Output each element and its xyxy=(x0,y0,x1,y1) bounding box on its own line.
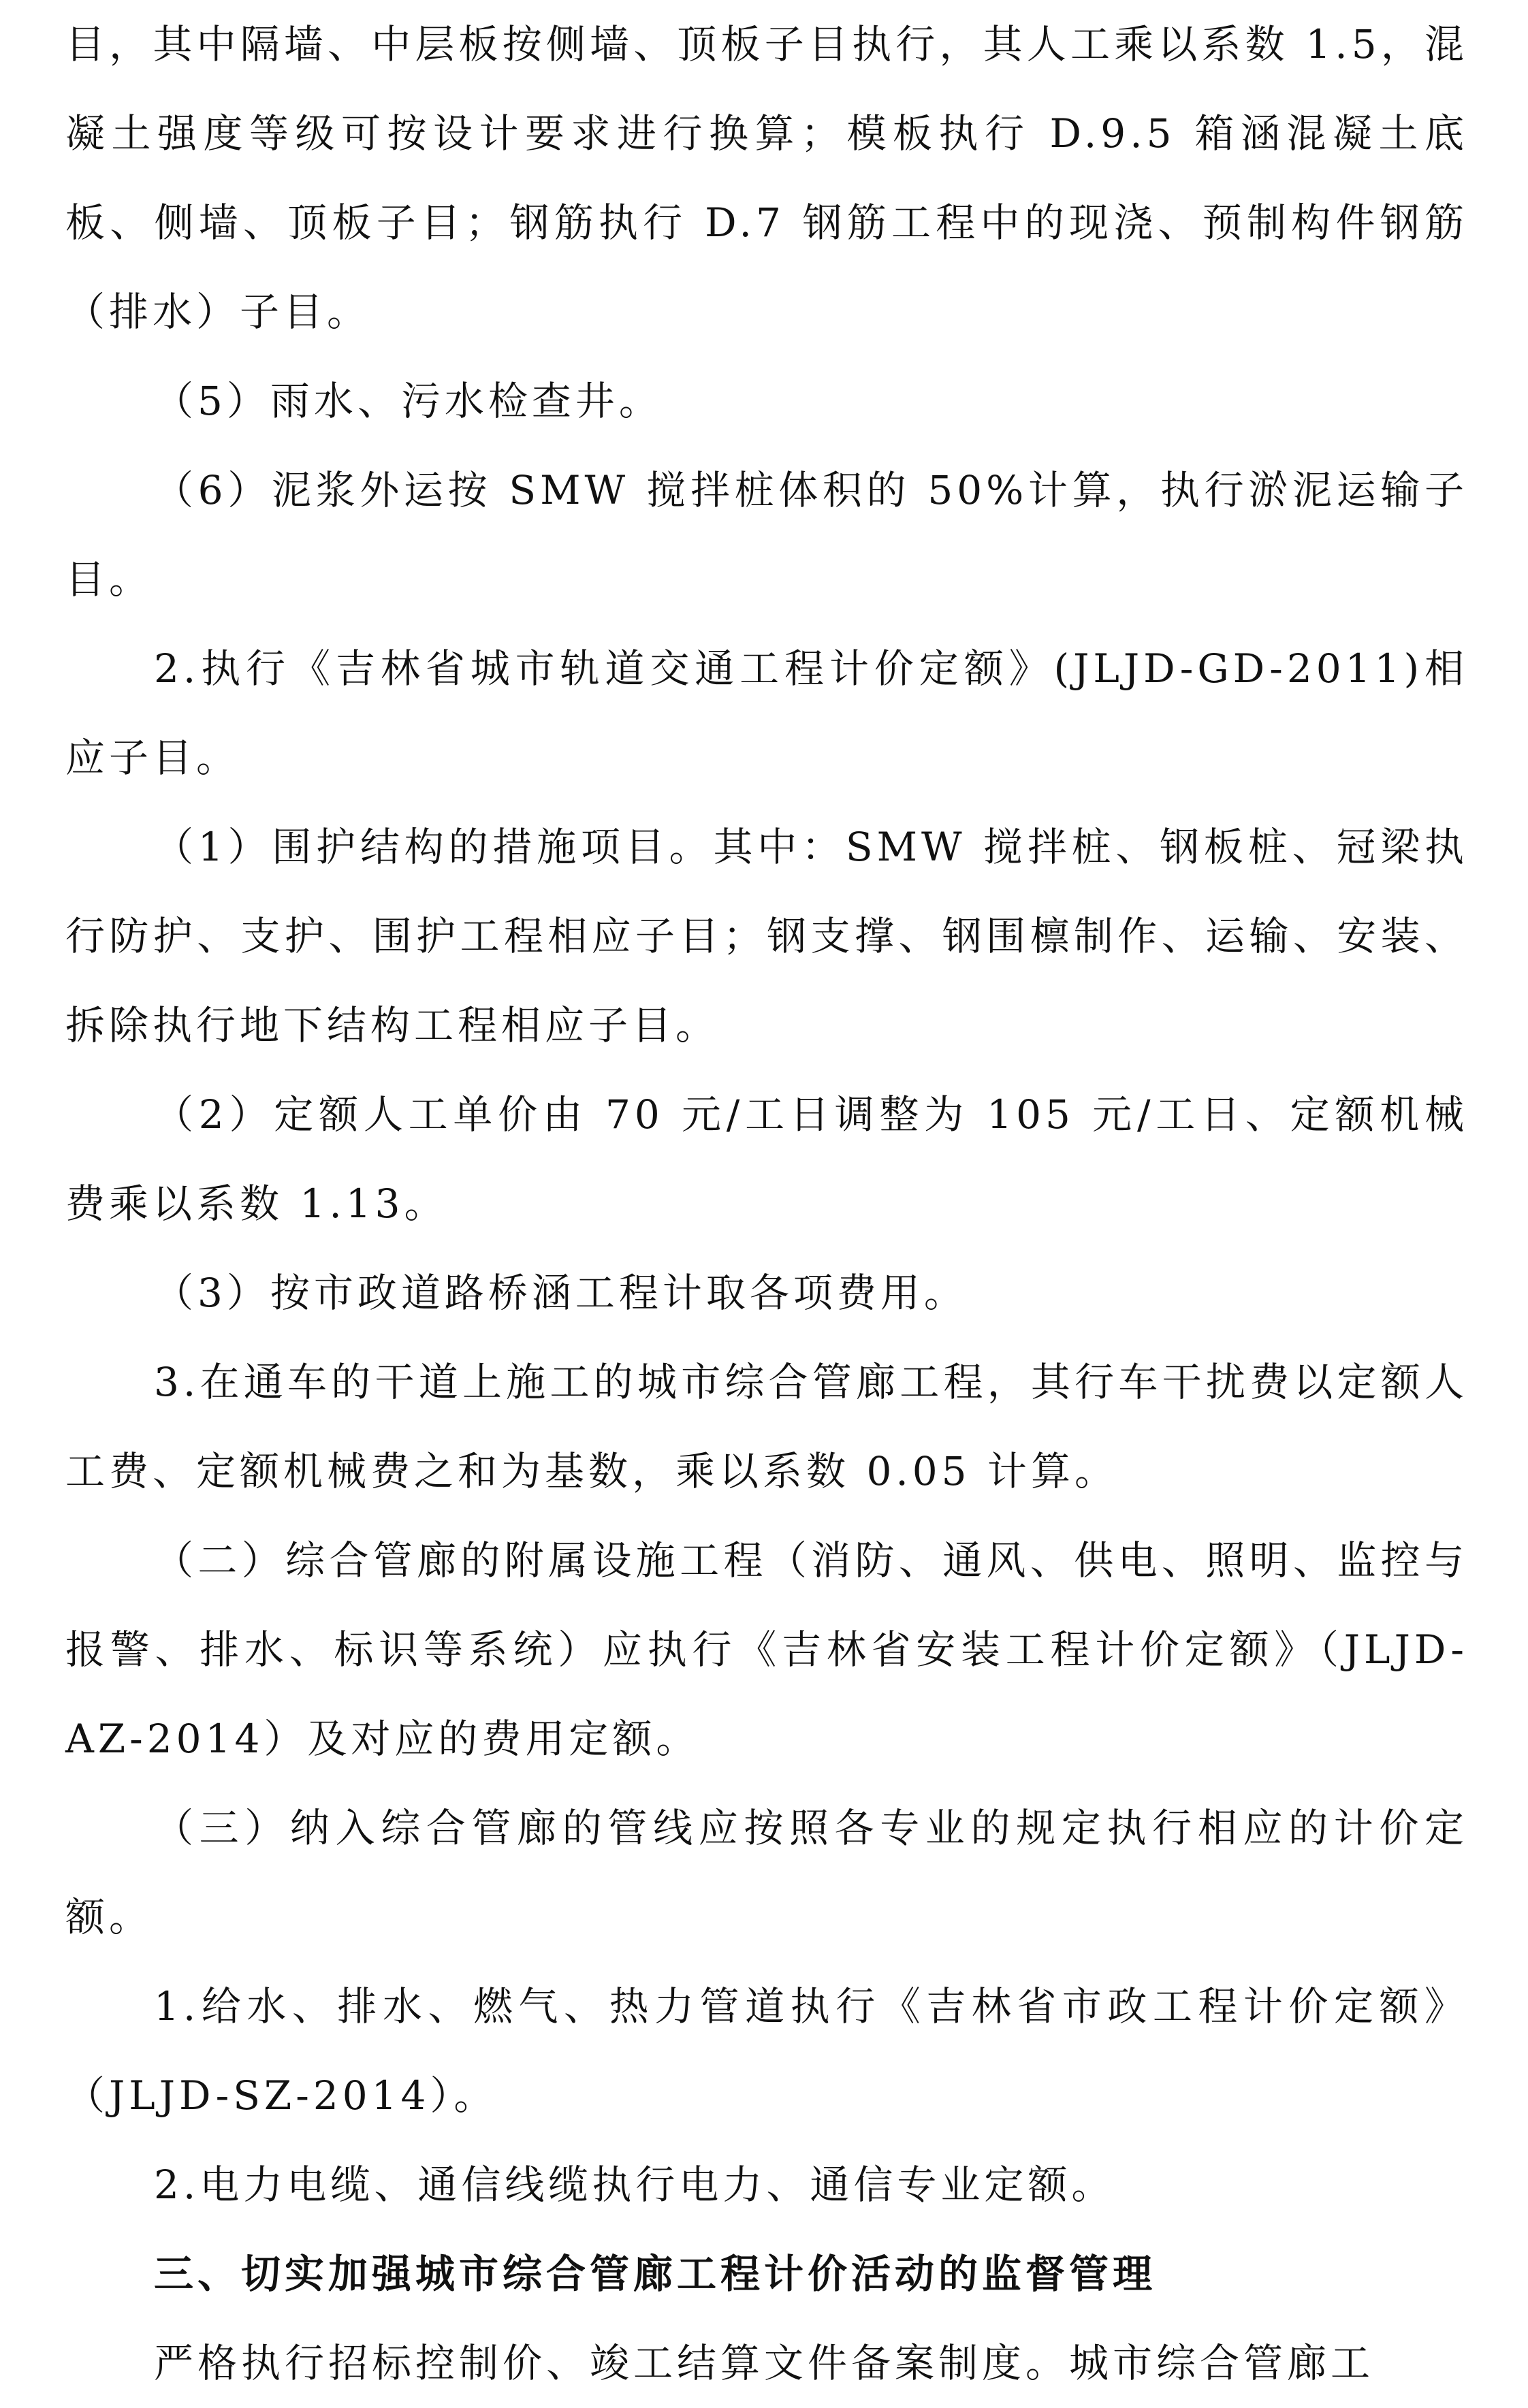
paragraph-supervision: 严格执行招标控制价、竣工结算文件备案制度。城市综合管廊工 xyxy=(154,2340,1375,2386)
section-heading-3: 三、切实加强城市综合管廊工程计价活动的监督管理 xyxy=(154,2251,1157,2297)
paragraph-item-6: （6）泥浆外运按 SMW 搅拌桩体积的 50%计算，执行淤泥运输子目。 xyxy=(65,467,1468,603)
paragraph-sub-2: （2）定额人工单价由 70 元/工日调整为 105 元/工日、定额机械费乘以系数 1.13。 xyxy=(65,1091,1468,1227)
paragraph-pipeline-2: 2.电力电缆、通信线缆执行电力、通信专业定额。 xyxy=(154,2162,1115,2208)
paragraph-part-2: （二）综合管廊的附属设施工程（消防、通风、供电、照明、监控与报警、排水、标识等系统）应执行《吉林省安装工程计价定额》（JLJD-AZ-2014）及对应的费用定额。 xyxy=(65,1537,1468,1762)
paragraph-section-3: 3.在通车的干道上施工的城市综合管廊工程，其行车干扰费以定额人工费、定额机械费之和为基数，乘以系数 0.05 计算。 xyxy=(65,1359,1468,1494)
paragraph-item-5: （5）雨水、污水检查井。 xyxy=(154,378,663,424)
paragraph-sub-3: （3）按市政道路桥涵工程计取各项费用。 xyxy=(154,1270,968,1316)
document-body xyxy=(65,0,1468,2408)
paragraph-pipeline-1: 1.给水、排水、燃气、热力管道执行《吉林省市政工程计价定额》（JLJD-SZ-2014）。 xyxy=(65,1983,1468,2119)
paragraph-continuation: 目，其中隔墙、中层板按侧墙、顶板子目执行，其人工乘以系数 1.5，混凝土强度等级可按设计要求进行换算；模板执行 D.9.5 箱涵混凝土底板、侧墙、顶板子目；钢筋执行 D.7 钢筋工程中的现浇、预制构件钢筋（排水）子目。 xyxy=(65,21,1468,335)
paragraph-sub-1: （1）围护结构的措施项目。其中：SMW 搅拌桩、钢板桩、冠梁执行防护、支护、围护工程相应子目；钢支撑、钢围檩制作、运输、安装、拆除执行地下结构工程相应子目。 xyxy=(65,824,1468,1048)
paragraph-section-2: 2.执行《吉林省城市轨道交通工程计价定额》(JLJD-GD-2011)相应子目。 xyxy=(65,645,1468,781)
paragraph-part-3: （三）纳入综合管廊的管线应按照各专业的规定执行相应的计价定额。 xyxy=(65,1805,1468,1940)
